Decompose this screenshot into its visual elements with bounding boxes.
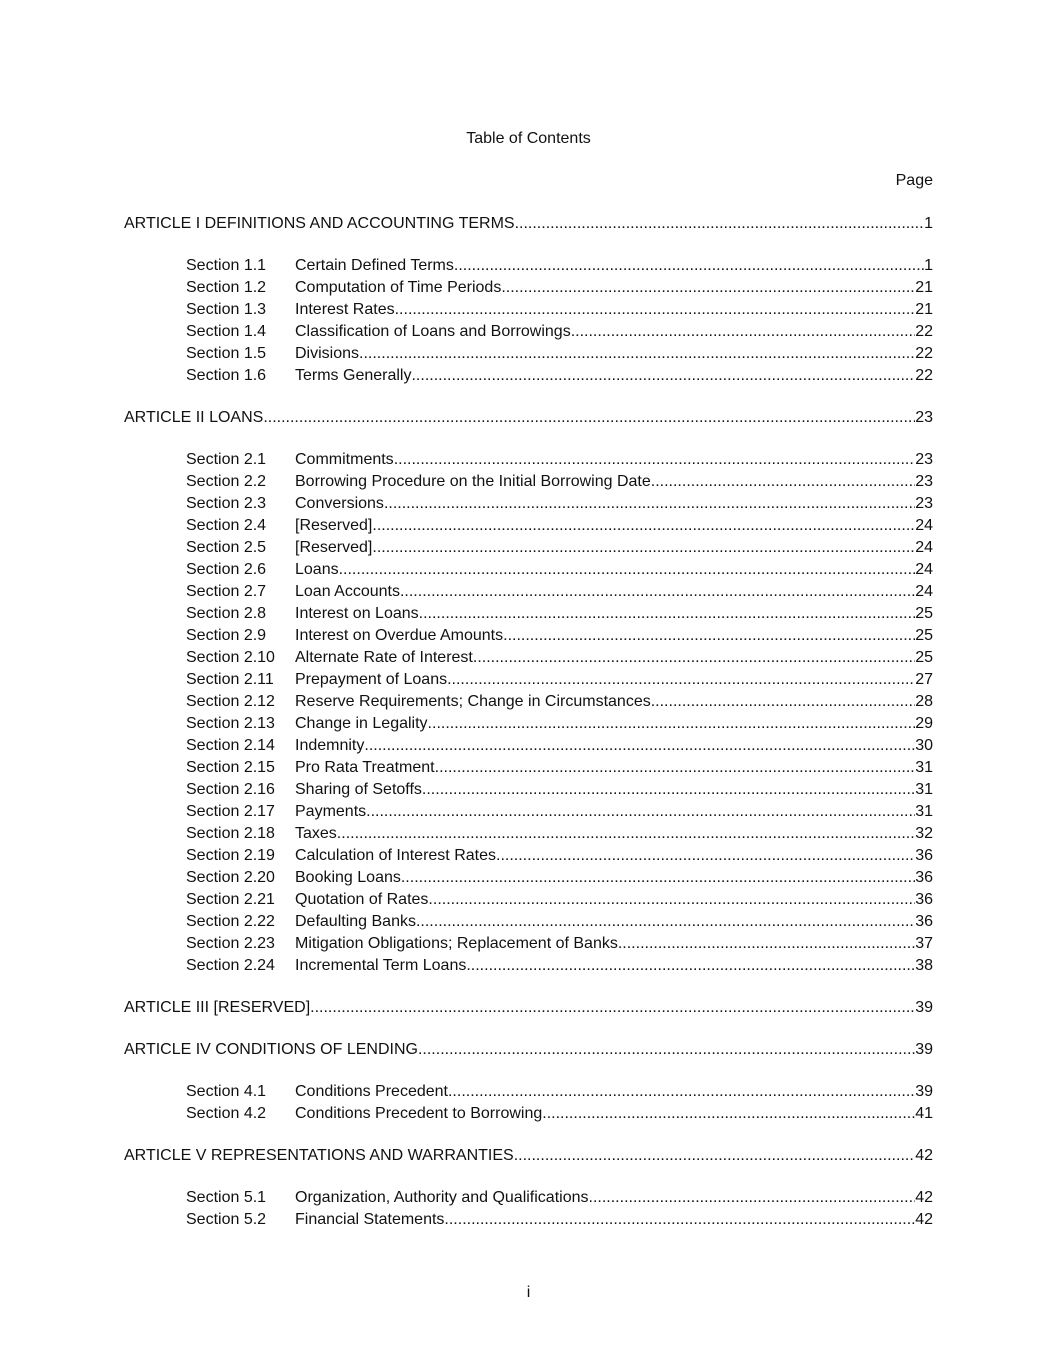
section-number: Section 2.17 bbox=[186, 803, 275, 820]
section-number: Section 1.5 bbox=[186, 345, 267, 362]
page-number: 1 bbox=[924, 257, 933, 274]
page-number: 24 bbox=[915, 539, 933, 556]
toc-section-row bbox=[124, 911, 933, 933]
dot-leader bbox=[435, 757, 916, 779]
section-number: Section 2.23 bbox=[186, 935, 275, 952]
page-number: 36 bbox=[915, 847, 933, 864]
section-number: Section 2.20 bbox=[186, 869, 275, 886]
section-title: Conversions bbox=[295, 495, 384, 512]
section-number: Section 4.2 bbox=[186, 1105, 267, 1122]
toc-section-row bbox=[124, 823, 933, 845]
page-number: 36 bbox=[915, 891, 933, 908]
dot-leader bbox=[515, 213, 925, 235]
dot-leader bbox=[419, 603, 916, 625]
dot-leader bbox=[263, 407, 915, 429]
dot-leader bbox=[394, 449, 916, 471]
toc-section-row bbox=[124, 321, 933, 343]
page-number: 42 bbox=[915, 1211, 933, 1228]
page-number: 24 bbox=[915, 583, 933, 600]
dot-leader bbox=[447, 669, 915, 691]
section-title: Defaulting Banks bbox=[295, 913, 416, 930]
section-title: Conditions Precedent to Borrowing bbox=[295, 1105, 543, 1122]
page-number: 23 bbox=[915, 409, 933, 426]
dot-leader bbox=[366, 801, 915, 823]
page-number: 23 bbox=[915, 495, 933, 512]
section-title: Classification of Loans and Borrowings bbox=[295, 323, 571, 340]
toc-section-row bbox=[124, 449, 933, 471]
page-number: 23 bbox=[915, 473, 933, 490]
dot-leader bbox=[395, 299, 916, 321]
article-label: ARTICLE II LOANS bbox=[124, 409, 264, 426]
dot-leader bbox=[503, 625, 915, 647]
page-number: 28 bbox=[915, 693, 933, 710]
page-number: 29 bbox=[915, 715, 933, 732]
article-label: ARTICLE III [RESERVED] bbox=[124, 999, 311, 1016]
dot-leader bbox=[418, 1039, 915, 1061]
dot-leader bbox=[364, 735, 915, 757]
section-number: Section 2.2 bbox=[186, 473, 267, 490]
section-number: Section 2.15 bbox=[186, 759, 275, 776]
toc-section-row bbox=[124, 603, 933, 625]
section-number: Section 2.22 bbox=[186, 913, 275, 930]
toc-section-row bbox=[124, 515, 933, 537]
dot-leader bbox=[514, 1145, 916, 1167]
page-number: 31 bbox=[915, 781, 933, 798]
section-title: Financial Statements bbox=[295, 1211, 445, 1228]
article-label: ARTICLE IV CONDITIONS OF LENDING bbox=[124, 1041, 418, 1058]
toc-article-row bbox=[124, 213, 933, 235]
toc-section-row bbox=[124, 255, 933, 277]
toc-section-row bbox=[124, 955, 933, 977]
section-number: Section 2.16 bbox=[186, 781, 275, 798]
toc-section-row bbox=[124, 559, 933, 581]
dot-leader bbox=[339, 559, 916, 581]
dot-leader bbox=[359, 343, 915, 365]
toc-section-row bbox=[124, 801, 933, 823]
toc-section-row bbox=[124, 933, 933, 955]
toc-section-row bbox=[124, 647, 933, 669]
section-number: Section 2.4 bbox=[186, 517, 267, 534]
section-number: Section 2.24 bbox=[186, 957, 275, 974]
section-number: Section 1.1 bbox=[186, 257, 267, 274]
toc-section-row bbox=[124, 537, 933, 559]
section-title: [Reserved] bbox=[295, 539, 373, 556]
page-number: 22 bbox=[915, 367, 933, 384]
dot-leader bbox=[571, 321, 916, 343]
page-number: 42 bbox=[915, 1147, 933, 1164]
section-title: Loans bbox=[295, 561, 339, 578]
section-number: Section 4.1 bbox=[186, 1083, 267, 1100]
dot-leader bbox=[428, 713, 916, 735]
dot-leader bbox=[428, 889, 915, 911]
section-title: Conditions Precedent bbox=[295, 1083, 448, 1100]
section-title: Interest Rates bbox=[295, 301, 395, 318]
toc-section-row bbox=[124, 1187, 933, 1209]
page-number: 32 bbox=[915, 825, 933, 842]
section-number: Section 2.10 bbox=[186, 649, 275, 666]
page-number: 39 bbox=[915, 1083, 933, 1100]
dot-leader bbox=[589, 1187, 916, 1209]
section-title: Certain Defined Terms bbox=[295, 257, 454, 274]
section-title: Terms Generally bbox=[295, 367, 412, 384]
section-number: Section 2.8 bbox=[186, 605, 267, 622]
section-number: Section 2.18 bbox=[186, 825, 275, 842]
toc-article-row bbox=[124, 1039, 933, 1061]
toc-section-row bbox=[124, 581, 933, 603]
toc-section-row bbox=[124, 713, 933, 735]
section-number: Section 2.13 bbox=[186, 715, 275, 732]
section-number: Section 2.7 bbox=[186, 583, 267, 600]
page-number: 25 bbox=[915, 649, 933, 666]
article-label: ARTICLE V REPRESENTATIONS AND WARRANTIES bbox=[124, 1147, 514, 1164]
section-number: Section 2.19 bbox=[186, 847, 275, 864]
section-title: Payments bbox=[295, 803, 367, 820]
dot-leader bbox=[496, 845, 915, 867]
dot-leader bbox=[454, 255, 924, 277]
page-number: 36 bbox=[915, 913, 933, 930]
footer-page-number: i bbox=[526, 1284, 531, 1301]
section-title: Indemnity bbox=[295, 737, 365, 754]
section-number: Section 2.12 bbox=[186, 693, 275, 710]
page-number: 31 bbox=[915, 803, 933, 820]
dot-leader bbox=[466, 955, 915, 977]
section-title: Reserve Requirements; Change in Circumstances bbox=[295, 693, 651, 710]
dot-leader bbox=[400, 581, 915, 603]
dot-leader bbox=[618, 933, 915, 955]
section-title: Borrowing Procedure on the Initial Borrowing Date bbox=[295, 473, 651, 490]
toc-list bbox=[124, 213, 933, 1231]
toc-section-row bbox=[124, 735, 933, 757]
page-number: 31 bbox=[915, 759, 933, 776]
article-label: ARTICLE I DEFINITIONS AND ACCOUNTING TERMS bbox=[124, 215, 515, 232]
page-title: Table of Contents bbox=[466, 130, 591, 147]
toc-section-row bbox=[124, 1081, 933, 1103]
toc-section-row bbox=[124, 343, 933, 365]
section-title: Incremental Term Loans bbox=[295, 957, 467, 974]
page-number: 36 bbox=[915, 869, 933, 886]
dot-leader bbox=[372, 515, 915, 537]
section-number: Section 2.9 bbox=[186, 627, 267, 644]
page-number: 39 bbox=[915, 999, 933, 1016]
page-number: 25 bbox=[915, 605, 933, 622]
toc-section-row bbox=[124, 365, 933, 387]
toc-section-row bbox=[124, 277, 933, 299]
section-title: Sharing of Setoffs bbox=[295, 781, 422, 798]
dot-leader bbox=[473, 647, 915, 669]
dot-leader bbox=[372, 537, 915, 559]
page-number: 38 bbox=[915, 957, 933, 974]
section-number: Section 1.3 bbox=[186, 301, 267, 318]
dot-leader bbox=[422, 779, 915, 801]
toc-section-row bbox=[124, 757, 933, 779]
section-number: Section 5.1 bbox=[186, 1189, 267, 1206]
section-title: Quotation of Rates bbox=[295, 891, 429, 908]
section-title: Change in Legality bbox=[295, 715, 428, 732]
toc-article-row bbox=[124, 997, 933, 1019]
toc-article-row bbox=[124, 407, 933, 429]
section-number: Section 2.1 bbox=[186, 451, 267, 468]
section-title: Booking Loans bbox=[295, 869, 401, 886]
section-number: Section 1.6 bbox=[186, 367, 267, 384]
dot-leader bbox=[542, 1103, 915, 1125]
toc-section-row bbox=[124, 493, 933, 515]
page-number: 24 bbox=[915, 561, 933, 578]
section-number: Section 2.14 bbox=[186, 737, 275, 754]
page-number: 39 bbox=[915, 1041, 933, 1058]
dot-leader bbox=[448, 1081, 915, 1103]
page-number: 25 bbox=[915, 627, 933, 644]
section-number: Section 1.4 bbox=[186, 323, 267, 340]
page-number: 22 bbox=[915, 323, 933, 340]
page-number: 27 bbox=[915, 671, 933, 688]
dot-leader bbox=[337, 823, 915, 845]
section-title: Pro Rata Treatment bbox=[295, 759, 435, 776]
section-number: Section 2.3 bbox=[186, 495, 267, 512]
dot-leader bbox=[401, 867, 915, 889]
section-title: Loan Accounts bbox=[295, 583, 400, 600]
section-title: Divisions bbox=[295, 345, 360, 362]
toc-section-row bbox=[124, 889, 933, 911]
page-number: 22 bbox=[915, 345, 933, 362]
toc-section-row bbox=[124, 471, 933, 493]
toc-section-row bbox=[124, 1209, 933, 1231]
toc-article-row bbox=[124, 1145, 933, 1167]
toc-section-row bbox=[124, 299, 933, 321]
section-number: Section 1.2 bbox=[186, 279, 267, 296]
page-number: 21 bbox=[915, 301, 933, 318]
section-number: Section 2.5 bbox=[186, 539, 267, 556]
page-number: 37 bbox=[915, 935, 933, 952]
section-title: Calculation of Interest Rates bbox=[295, 847, 496, 864]
dot-leader bbox=[384, 493, 915, 515]
dot-leader bbox=[444, 1209, 915, 1231]
toc-section-row bbox=[124, 1103, 933, 1125]
page-column-header: Page bbox=[895, 172, 933, 189]
section-number: Section 5.2 bbox=[186, 1211, 267, 1228]
toc-section-row bbox=[124, 691, 933, 713]
section-title: Interest on Overdue Amounts bbox=[295, 627, 504, 644]
section-title: Computation of Time Periods bbox=[295, 279, 502, 296]
page-number: 1 bbox=[924, 215, 933, 232]
dot-leader bbox=[501, 277, 915, 299]
dot-leader bbox=[310, 997, 915, 1019]
section-title: Interest on Loans bbox=[295, 605, 419, 622]
section-title: Alternate Rate of Interest bbox=[295, 649, 473, 666]
toc-section-row bbox=[124, 669, 933, 691]
dot-leader bbox=[651, 691, 915, 713]
dot-leader bbox=[411, 365, 915, 387]
section-title: Prepayment of Loans bbox=[295, 671, 448, 688]
toc-section-row bbox=[124, 625, 933, 647]
toc-section-row bbox=[124, 779, 933, 801]
section-number: Section 2.21 bbox=[186, 891, 275, 908]
section-title: Commitments bbox=[295, 451, 394, 468]
section-title: Organization, Authority and Qualifications bbox=[295, 1189, 589, 1206]
page-number: 42 bbox=[915, 1189, 933, 1206]
section-title: [Reserved] bbox=[295, 517, 373, 534]
section-title: Taxes bbox=[295, 825, 337, 842]
dot-leader bbox=[651, 471, 915, 493]
section-number: Section 2.6 bbox=[186, 561, 267, 578]
toc-section-row bbox=[124, 845, 933, 867]
page-number: 24 bbox=[915, 517, 933, 534]
section-number: Section 2.11 bbox=[186, 671, 274, 688]
toc-section-row bbox=[124, 867, 933, 889]
page-number: 30 bbox=[915, 737, 933, 754]
page-number: 23 bbox=[915, 451, 933, 468]
page-number: 21 bbox=[915, 279, 933, 296]
section-title: Mitigation Obligations; Replacement of Banks bbox=[295, 935, 618, 952]
page-number: 41 bbox=[915, 1105, 933, 1122]
dot-leader bbox=[416, 911, 915, 933]
